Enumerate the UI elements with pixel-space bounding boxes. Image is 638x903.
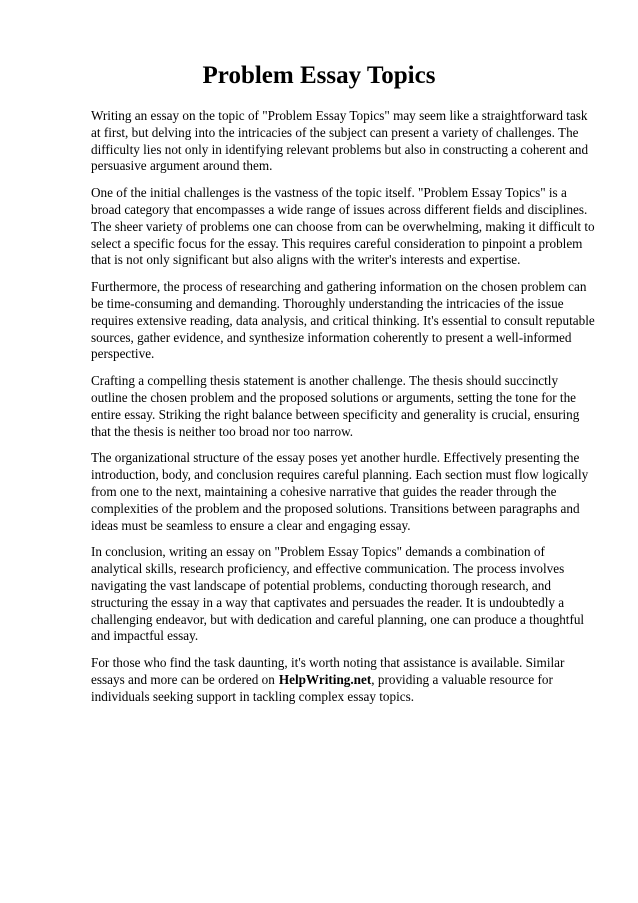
helpwriting-link[interactable]: HelpWriting.net [278,671,372,687]
document-body [91,108,596,716]
closing-text-before-link: For those who find the task daunting, it's worth noting that assistance is available. Similar essays and more can be ordered on [91,655,565,687]
document-title: Problem Essay Topics [202,62,436,89]
paragraph-conclusion: In conclusion, writing an essay on "Problem Essay Topics" demands a combination of analytical skills, research proficiency, and effective communication. The process involves navigating the vast landscape of potential problems, conducting thorough research, and structuring the essay in a way that captivates and persuades the reader. It is undoubtedly a challenging endeavor, but with dedication and careful planning, one can produce a thoughtful and impactful essay. [91,544,585,644]
paragraph-intro: Writing an essay on the topic of "Problem Essay Topics" may seem like a straightforward task at first, but delving into the intricacies of the subject can present a variety of challenges. The difficulty lies not only in identifying relevant problems but also in constructing a coherent and persuasive argument around them. [91,108,589,174]
paragraph-thesis: Crafting a compelling thesis statement is another challenge. The thesis should succinctly outline the chosen problem and the proposed solutions or arguments, setting the tone for the entire essay. Striking the right balance between specificity and generality is crucial, ensuring that the thesis is neither too broad nor too narrow. [91,373,580,439]
paragraph-structure: The organizational structure of the essay poses yet another hurdle. Effectively presenting the introduction, body, and conclusion requires careful planning. Each section must flow logically from one to the next, maintaining a cohesive narrative that guides the reader through the complexities of the problem and the proposed solutions. Transitions between paragraphs and ideas must be seamless to ensure a clear and engaging essay. [91,450,589,533]
closing-text-after-link: , providing a valuable resource for individuals seeking support in tackling complex essay topics. [91,671,553,704]
paragraph-closing [91,655,596,705]
paragraph-topic-vastness: One of the initial challenges is the vastness of the topic itself. "Problem Essay Topics" is a broad category that encompasses a wide range of issues across different fields and disciplines. The sheer variety of problems one can choose from can be overwhelming, making it difficult to select a specific focus for the essay. This requires careful consideration to pinpoint a problem that is not only significant but also aligns with the writer's interests and expertise. [91,185,595,268]
paragraph-research: Furthermore, the process of researching and gathering information on the chosen problem can be time-consuming and demanding. Thoroughly understanding the intricacies of the issue requires extensive reading, data analysis, and critical thinking. It's essential to consult reputable sources, gather evidence, and synthesize information coherently to present a well-informed perspective. [91,279,595,362]
